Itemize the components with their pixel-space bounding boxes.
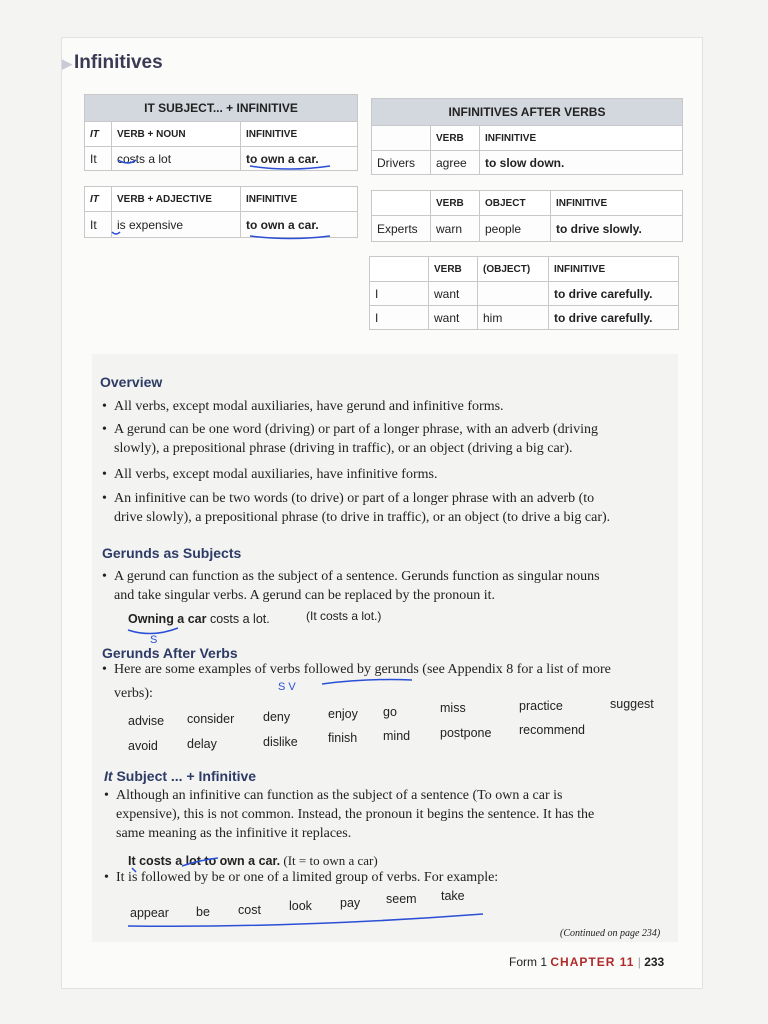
verb-word: cost (238, 903, 261, 917)
cell-subject: I (370, 282, 429, 306)
example-rest: costs a lot. (206, 612, 270, 626)
ink-underline (322, 680, 412, 685)
col-infinitive: INFINITIVE (241, 187, 358, 212)
bullet-text: A gerund can be one word (driving) or part of a longer phrase, with an adverb (driving (114, 422, 599, 437)
ink-underline (128, 914, 483, 926)
gerunds-subjects-text: • A gerund can function as the subject of a sentence. Gerunds function as singular nouns (102, 569, 600, 584)
verb-word: dislike (263, 735, 298, 749)
overview-bullet-2: • A gerund can be one word (driving) or part of a longer phrase, with an adverb (driving (102, 422, 599, 437)
text-line: Here are some examples of verbs followed by gerunds (see Appendix 8 for a list of more (114, 662, 611, 677)
cell-verb: agree (431, 151, 480, 175)
cell-it: It (85, 147, 112, 171)
it-subject-text-4: • It is followed by be or one of a limited group of verbs. For example: (104, 870, 499, 885)
cell-infinitive: to slow down. (480, 151, 683, 175)
ink-underline (250, 236, 330, 239)
verb-word: enjoy (328, 707, 358, 721)
verb-word: take (441, 889, 465, 903)
gerund-example-paren: (It costs a lot.) (306, 609, 382, 623)
overview-bullet-3: • All verbs, except modal auxiliaries, have infinitive forms. (102, 467, 438, 482)
ink-mark (132, 868, 136, 872)
verb-word: seem (386, 892, 417, 906)
text-line: It is followed by be or one of a limited group of verbs. For example: (116, 870, 499, 885)
bullet-text: An infinitive can be two words (to drive) or part of a longer phrase with an adverb (to (114, 491, 595, 506)
text-line: Although an infinitive can function as the subject of a sentence (To own a car is (116, 788, 563, 803)
col-it: IT (85, 122, 112, 147)
cell-phrase: costs a lot (112, 147, 241, 171)
continued-note: (Continued on page 234) (560, 928, 661, 939)
overview-bullet-4: • An infinitive can be two words (to drive) or part of a longer phrase with an adverb (to (102, 491, 595, 506)
ink-underline (128, 628, 178, 634)
overview-bullet-2-cont: slowly), a prepositional phrase (driving in traffic), or an object (driving a big car). (114, 441, 573, 456)
verb-word: be (196, 905, 210, 919)
col-infinitive: INFINITIVE (549, 257, 679, 282)
example-bold: Owning a car (128, 612, 207, 626)
col-verb: VERB (429, 257, 478, 282)
cell-phrase: is expensive (112, 212, 241, 238)
verb-word: appear (130, 906, 169, 920)
cell-it: It (85, 212, 112, 238)
cell-infinitive: to drive slowly. (551, 216, 683, 242)
col-verb: VERB (431, 191, 480, 216)
col-object: (OBJECT) (478, 257, 549, 282)
after-verbs-header: INFINITIVES AFTER VERBS (372, 99, 683, 126)
heading-it: It (104, 768, 113, 784)
footer-page-number: 233 (644, 955, 665, 969)
title-text: Infinitives (74, 52, 163, 73)
cell-subject: Drivers (372, 151, 431, 175)
gerunds-after-text-2: verbs): (114, 686, 153, 701)
footer-separator: | (637, 955, 641, 969)
cell-subject: Experts (372, 216, 431, 242)
ink-underline (250, 166, 330, 169)
it-subject-text-1: • Although an infinitive can function as the subject of a sentence (To own a car is (104, 788, 563, 803)
cell-verb: want (429, 306, 478, 330)
cell-verb: warn (431, 216, 480, 242)
cell-subject: I (370, 306, 429, 330)
cell-object: people (480, 216, 551, 242)
footer-chapter: CHAPTER 11 (550, 955, 635, 969)
cell-infinitive: to own a car. (241, 212, 358, 238)
verb-word: postpone (440, 726, 492, 740)
heading-rest: Subject ... + Infinitive (112, 768, 257, 784)
verb-word: look (289, 899, 312, 913)
verb-word: mind (383, 729, 411, 743)
cell-infinitive: to drive carefully. (549, 306, 679, 330)
gerunds-after-heading: Gerunds After Verbs (102, 645, 238, 661)
verb-word: recommend (519, 723, 585, 737)
col-infinitive: INFINITIVE (241, 122, 358, 147)
verb-word: practice (519, 699, 563, 713)
cell-verb: want (429, 282, 478, 306)
ink-s: S (150, 634, 158, 646)
overview-bullet-4-cont: drive slowly), a prepositional phrase (to drive in traffic), or an object (to drive a big car). (114, 510, 611, 525)
col-infinitive: INFINITIVE (480, 126, 683, 151)
it-subject-text-2: expensive), this is not common. Instead, the pronoun it begins the sentence. It has the (116, 807, 595, 822)
col-object: OBJECT (480, 191, 551, 216)
bullet-text: All verbs, except modal auxiliaries, have gerund and infinitive forms. (114, 399, 504, 414)
footer-form: Form 1 (509, 955, 548, 969)
col-infinitive: INFINITIVE (551, 191, 683, 216)
verb-word: advise (128, 714, 165, 728)
verb-word: deny (263, 710, 291, 724)
col-verb-noun: VERB + NOUN (112, 122, 241, 147)
col-it: IT (85, 187, 112, 212)
verb-word: go (383, 705, 397, 719)
overview-heading: Overview (100, 374, 163, 390)
it-subject-header: IT SUBJECT... + INFINITIVE (85, 95, 358, 122)
arrow-icon: ▶ (62, 56, 72, 71)
verb-word: consider (187, 712, 235, 726)
verb-word: pay (340, 896, 361, 910)
it-subject-text-3: same meaning as the infinitive it replaces. (116, 826, 352, 841)
example-paren: (It = to own a car) (280, 853, 378, 868)
overview-bullet-1: • All verbs, except modal auxiliaries, have gerund and infinitive forms. (102, 399, 504, 414)
col-verb: VERB (431, 126, 480, 151)
verb-word: suggest (610, 697, 654, 711)
verb-word: delay (187, 737, 217, 751)
cell-object: him (478, 306, 549, 330)
gerunds-after-text: • Here are some examples of verbs followed by gerunds (see Appendix 8 for a list of more (102, 662, 611, 677)
gerunds-subjects-heading: Gerunds as Subjects (102, 545, 242, 561)
cell-infinitive: to own a car. (241, 147, 358, 171)
verb-word: finish (328, 731, 358, 745)
ink-sv: S V (278, 681, 296, 693)
verb-word: miss (440, 701, 466, 715)
example-bold: It costs a lot to own a car. (128, 854, 281, 868)
verb-word: avoid (128, 739, 158, 753)
ink-underline (118, 160, 136, 163)
bullet-text: All verbs, except modal auxiliaries, have infinitive forms. (114, 467, 438, 482)
col-verb-adjective: VERB + ADJECTIVE (112, 187, 241, 212)
gerunds-subjects-text-2: and take singular verbs. A gerund can be replaced by the pronoun it. (114, 588, 495, 603)
text-line: A gerund can function as the subject of a sentence. Gerunds function as singular nouns (114, 569, 600, 584)
ink-underline (112, 232, 120, 234)
ink-underline (182, 858, 218, 866)
cell-infinitive: to drive carefully. (549, 282, 679, 306)
